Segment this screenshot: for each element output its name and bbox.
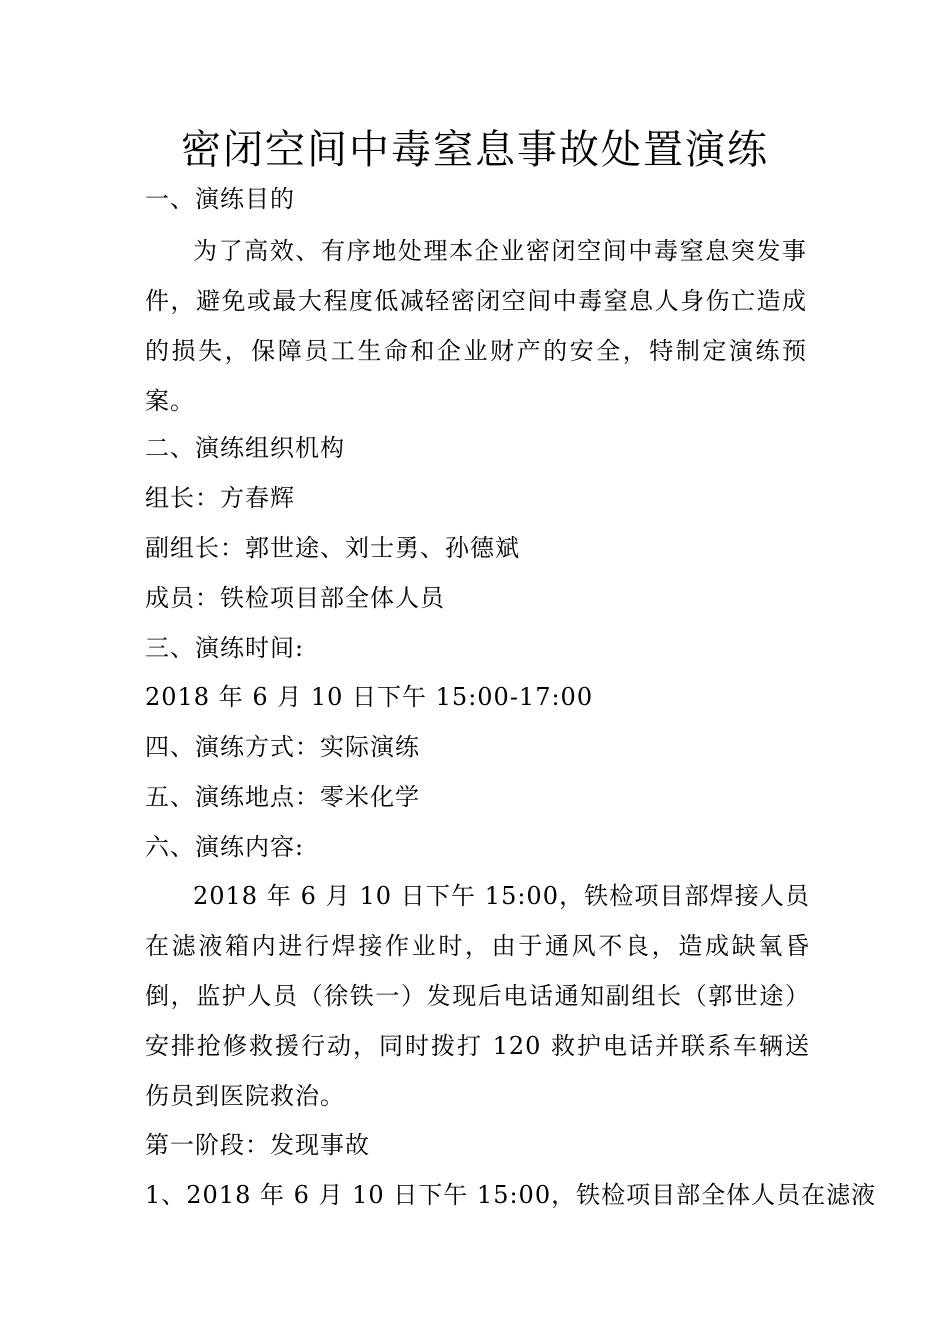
drill-time-line: 2018 年 6 月 10 日下午 15:00-17:00: [145, 683, 594, 711]
section-heading-purpose: 一、演练目的: [145, 185, 295, 213]
stage-one-item-1: 1、2018 年 6 月 10 日下午 15:00，铁检项目部全体人员在滤液: [145, 1181, 877, 1209]
members-line: 成员：铁检项目部全体人员: [145, 584, 445, 612]
stage-one-heading: 第一阶段：发现事故: [145, 1131, 370, 1159]
purpose-paragraph: 为了高效、有序地处理本企业密闭空间中毒窒息突发事件，避免或最大程度低减轻密闭空间中毒窒息人身伤亡造成的损失，保障员工生命和企业财产的安全，特制定演练预案。: [145, 237, 807, 415]
deputy-leader-line: 副组长：郭世途、刘士勇、孙德斌: [145, 534, 520, 562]
leader-line: 组长：方春辉: [145, 484, 295, 512]
section-heading-method: 四、演练方式：实际演练: [145, 733, 420, 761]
section-heading-organization: 二、演练组织机构: [145, 434, 345, 462]
content-paragraph: 2018 年 6 月 10 日下午 15:00，铁检项目部焊接人员在滤液箱内进行焊接作业时，由于通风不良，造成缺氧昏倒，监护人员（徐铁一）发现后电话通知副组长（郭世途）安排抢修救援行动，同时拨打 120 救护电话并联系车辆送伤员到医院救治。: [145, 882, 810, 1110]
document-title: 密闭空间中毒窒息事故处置演练: [181, 127, 769, 173]
section-heading-time: 三、演练时间:: [145, 634, 305, 662]
section-heading-location: 五、演练地点：零米化学: [145, 783, 420, 811]
section-heading-content: 六、演练内容:: [145, 833, 305, 861]
